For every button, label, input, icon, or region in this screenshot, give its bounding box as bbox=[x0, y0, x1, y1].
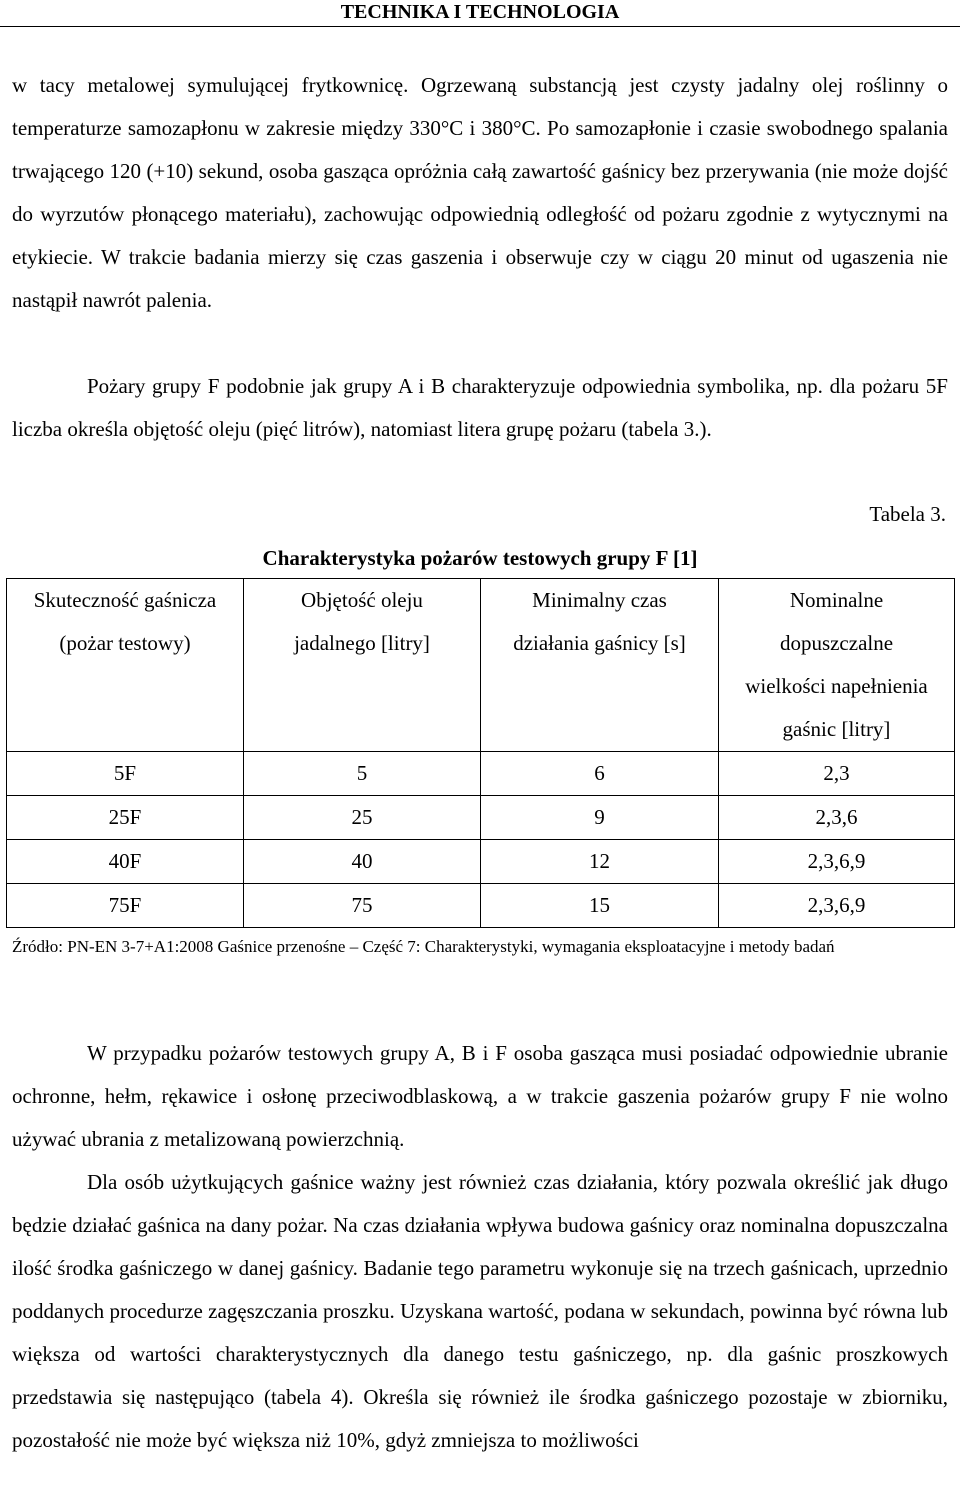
table-row bbox=[7, 840, 955, 884]
paragraph-fire-group-f-symbols: Pożary grupy F podobnie jak grupy A i B charakteryzuje odpowiednia symbolika, np. dla pożaru 5F liczba określa objętość oleju (pięć litrów), natomiast litera grupę pożaru (tabela 3.). bbox=[12, 374, 948, 441]
header-min-discharge-time: Minimalny czas działania gaśnicy [s] bbox=[481, 579, 719, 752]
paragraph-protective-clothing: W przypadku pożarów testowych grupy A, B i F osoba gasząca musi posiadać odpowiednie ubranie ochronne, hełm, rękawice i osłonę przeciwodblaskową, a w trakcie gaszenia pożarów grupy F nie wolno używać ubrania z metalizowaną powierzchnią. bbox=[12, 1041, 948, 1151]
page-header: TECHNIKA I TECHNOLOGIA bbox=[0, 0, 960, 27]
cell-rating: 5F bbox=[7, 752, 244, 796]
cell-nominal-fill: 2,3 bbox=[719, 752, 955, 796]
table-number: Tabela 3. bbox=[869, 502, 946, 526]
header-oil-volume: Objętość oleju jadalnego [litry] bbox=[244, 579, 481, 752]
cell-rating: 25F bbox=[7, 796, 244, 840]
header-effectiveness: Skuteczność gaśnicza (pożar testowy) bbox=[7, 579, 244, 752]
cell-min-time: 15 bbox=[481, 884, 719, 928]
cell-min-time: 6 bbox=[481, 752, 719, 796]
header-nominal-fill: Nominalne dopuszczalne wielkości napełnienia gaśnic [litry] bbox=[719, 579, 955, 752]
cell-oil-volume: 75 bbox=[244, 884, 481, 928]
cell-oil-volume: 25 bbox=[244, 796, 481, 840]
cell-min-time: 9 bbox=[481, 796, 719, 840]
cell-rating: 75F bbox=[7, 884, 244, 928]
table-row bbox=[7, 796, 955, 840]
table-title: Charakterystyka pożarów testowych grupy F [1] bbox=[262, 546, 698, 570]
fire-group-f-table bbox=[6, 578, 955, 928]
table-row bbox=[7, 884, 955, 928]
cell-nominal-fill: 2,3,6 bbox=[719, 796, 955, 840]
cell-nominal-fill: 2,3,6,9 bbox=[719, 884, 955, 928]
cell-rating: 40F bbox=[7, 840, 244, 884]
cell-oil-volume: 40 bbox=[244, 840, 481, 884]
cell-oil-volume: 5 bbox=[244, 752, 481, 796]
table-source-note: Źródło: PN-EN 3-7+A1:2008 Gaśnice przenośne – Część 7: Charakterystyki, wymagania eksploatacyjne i metody badań bbox=[12, 937, 835, 956]
paragraph-discharge-time: Dla osób użytkujących gaśnice ważny jest również czas działania, który pozwala określić jak długo będzie działać gaśnica na dany pożar. Na czas działania wpływa budowa gaśnicy oraz nominalna dopuszczalna ilość środka gaśniczego w danej gaśnicy. Badanie tego parametru wykonuje się na trzech gaśnicach, uprzednio poddanych procedurze zagęszczania proszku. Uzyskana wartość, podana w sekundach, powinna być równa lub większa od wartości charakterystycznych dla danego testu gaśniczego, np. dla gaśnic proszkowych przedstawia się następująco (tabela 4). Określa się również ile środka gaśniczego pozostaje w zbiorniku, pozostałość nie może być większa niż 10%, gdyż zmniejsza to możliwości bbox=[12, 1170, 948, 1452]
table-header-row bbox=[7, 579, 955, 752]
paragraph-test-procedure: w tacy metalowej symulującej frytkownicę. Ogrzewaną substancją jest czysty jadalny olej roślinny o temperaturze samozapłonu w zakresie między 330°C i 380°C. Po samozapłonie i czasie swobodnego spalania trwającego 120 (+10) sekund, osoba gasząca opróżnia całą zawartość gaśnicy bez przerywania (nie może dojść do wyrzutów płonącego materiału), zachowując odpowiednią odległość od pożaru zgodnie z wytycznymi na etykiecie. W trakcie badania mierzy się czas gaszenia i obserwuje czy w ciągu 20 minut od ugaszenia nie nastąpił nawrót palenia. bbox=[12, 73, 948, 312]
cell-nominal-fill: 2,3,6,9 bbox=[719, 840, 955, 884]
table-row bbox=[7, 752, 955, 796]
cell-min-time: 12 bbox=[481, 840, 719, 884]
